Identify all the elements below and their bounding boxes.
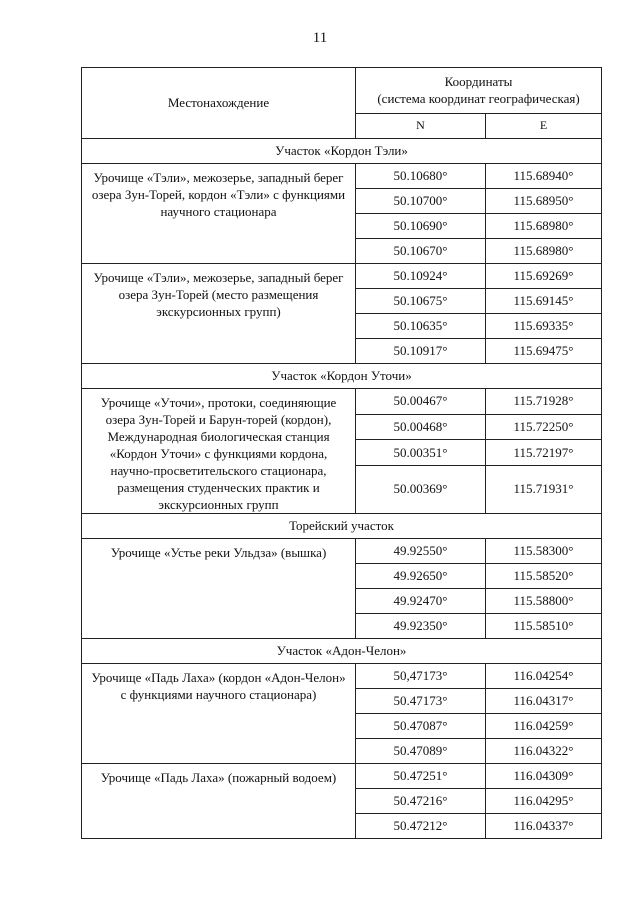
n-coordinate: 50.47087° [356,714,486,739]
n-coordinate: 50.10635° [356,314,486,339]
n-coordinate: 50.47212° [356,814,486,839]
e-coordinate: 116.04337° [486,814,602,839]
coordinates-table [81,67,602,839]
header-coordinate-system: (система координат географическая) [377,91,580,107]
n-coordinate: 50.00468° [356,414,486,440]
location-cell: Урочище «Падь Лаха» (кордон «Адон-Челон» с функциями научного стационара) [82,664,356,764]
location-cell: Урочище «Тэли», межозерье, западный берег озера Зун-Торей, кордон «Тэли» с функциями научного стационара [82,164,356,264]
n-coordinate: 50.10700° [356,189,486,214]
n-coordinate: 50.47216° [356,789,486,814]
page-number: 11 [312,30,328,46]
n-coordinate: 50.10924° [356,264,486,289]
n-coordinate: 49.92470° [356,589,486,614]
e-coordinate: 115.69145° [486,289,602,314]
n-coordinate: 50.10917° [356,339,486,364]
e-coordinate: 115.72250° [486,414,602,440]
location-cell: Урочище «Уточи», протоки, соединяющие озера Зун-Торей и Барун-торей (кордон), Международная биологическая станция «Кордон Уточи» с функциями кордона, научно-просветительского стационара, размещения студенческих практик и экскурсионных групп [82,389,356,514]
e-coordinate: 116.04254° [486,664,602,689]
n-coordinate: 50.10690° [356,214,486,239]
e-coordinate: 115.69475° [486,339,602,364]
n-coordinate: 50.10680° [356,164,486,189]
e-coordinate: 116.04322° [486,739,602,764]
location-cell: Урочище «Падь Лаха» (пожарный водоем) [82,764,356,839]
e-coordinate: 115.68980° [486,214,602,239]
e-coordinate: 115.69269° [486,264,602,289]
section-title: Участок «Адон-Челон» [82,639,602,664]
section-title: Торейский участок [82,514,602,539]
n-coordinate: 49.92650° [356,564,486,589]
n-coordinate: 50.00467° [356,389,486,415]
n-coordinate: 50.00369° [356,465,486,513]
e-coordinate: 115.71928° [486,389,602,415]
e-coordinate: 115.58800° [486,589,602,614]
section-title: Участок «Кордон Уточи» [82,364,602,389]
header-coordinates-title: Координаты [444,74,513,90]
header-n: N [356,113,486,138]
e-coordinate: 115.58300° [486,539,602,564]
n-coordinate: 50,47173° [356,664,486,689]
n-coordinate: 50.10670° [356,239,486,264]
e-coordinate: 115.58510° [486,614,602,639]
n-coordinate: 49.92350° [356,614,486,639]
e-coordinate: 115.68940° [486,164,602,189]
n-coordinate: 49.92550° [356,539,486,564]
section-title: Участок «Кордон Тэли» [82,139,602,164]
n-coordinate: 50.47251° [356,764,486,789]
e-coordinate: 115.68950° [486,189,602,214]
e-coordinate: 116.04317° [486,689,602,714]
location-cell: Урочище «Тэли», межозерье, западный берег озера Зун-Торей (место размещения экскурсионных групп) [82,264,356,364]
n-coordinate: 50.47089° [356,739,486,764]
e-coordinate: 116.04259° [486,714,602,739]
e-coordinate: 116.04295° [486,789,602,814]
e-coordinate: 116.04309° [486,764,602,789]
header-location: Местонахождение [82,68,356,139]
n-coordinate: 50.47173° [356,689,486,714]
header-e: E [486,113,602,138]
e-coordinate: 115.72197° [486,440,602,466]
e-coordinate: 115.69335° [486,314,602,339]
header-coordinates [356,68,602,114]
e-coordinate: 115.58520° [486,564,602,589]
n-coordinate: 50.10675° [356,289,486,314]
e-coordinate: 115.68980° [486,239,602,264]
location-cell: Урочище «Устье реки Ульдза» (вышка) [82,539,356,639]
n-coordinate: 50.00351° [356,440,486,466]
e-coordinate: 115.71931° [486,465,602,513]
